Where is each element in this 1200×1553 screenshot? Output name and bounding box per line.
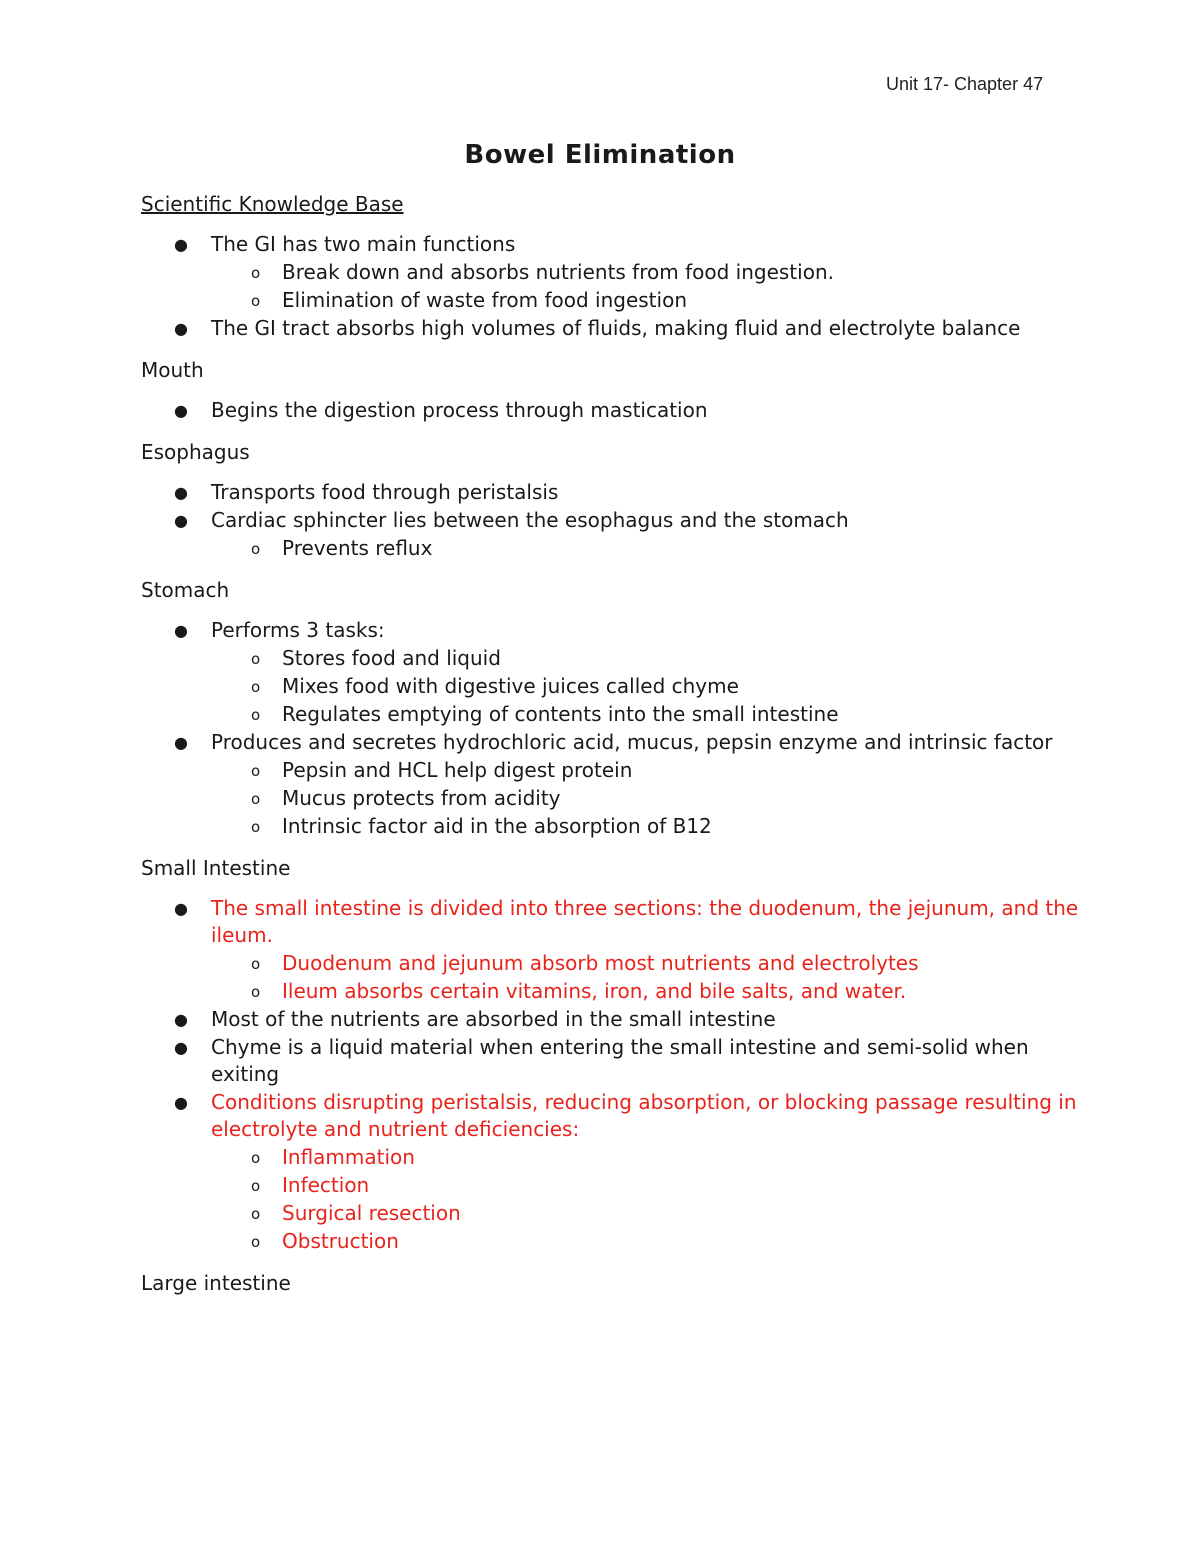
bullet-list xyxy=(141,231,1081,342)
bullet-icon: ● xyxy=(174,483,188,502)
bullet-list xyxy=(141,895,1081,1255)
bullet-text: Performs 3 tasks: xyxy=(211,618,385,642)
circle-bullet-icon: o xyxy=(251,1149,261,1167)
bullet-text: Conditions disrupting peristalsis, reducing absorption, or blocking passage resulting in electrolyte and nutrient deficiencies: xyxy=(211,1090,1077,1141)
sub-bullet-item xyxy=(141,812,1081,840)
bullet-text: The GI has two main functions xyxy=(211,232,516,256)
circle-bullet-icon: o xyxy=(251,1177,261,1195)
bullet-icon: ● xyxy=(174,621,188,640)
sub-bullet-item xyxy=(141,644,1081,672)
circle-bullet-icon: o xyxy=(251,983,261,1001)
sub-bullet-item xyxy=(141,1143,1081,1171)
sub-bullet-item xyxy=(141,258,1081,286)
sub-bullet-item xyxy=(141,534,1081,562)
page-header: Unit 17- Chapter 47 xyxy=(886,74,1044,94)
sub-bullet-item xyxy=(141,977,1081,1005)
circle-bullet-icon: o xyxy=(251,1233,261,1251)
bullet-item xyxy=(141,895,1081,1005)
bullet-icon: ● xyxy=(174,319,188,338)
bullet-icon: ● xyxy=(174,401,188,420)
sub-bullet-item xyxy=(141,1199,1081,1227)
sub-bullet-item xyxy=(141,286,1081,314)
bullet-item xyxy=(141,231,1081,314)
bullet-text: The small intestine is divided into three sections: the duodenum, the jejunum, and the ileum. xyxy=(211,896,1079,947)
bullet-text: Cardiac sphincter lies between the esophagus and the stomach xyxy=(211,508,849,532)
bullet-item xyxy=(141,507,1081,562)
circle-bullet-icon: o xyxy=(251,678,261,696)
bullet-icon: ● xyxy=(174,899,188,918)
sub-bullet-text: Elimination of waste from food ingestion xyxy=(282,288,687,312)
sub-bullet-text: Mucus protects from acidity xyxy=(282,786,561,810)
section-heading: Stomach xyxy=(141,578,230,602)
bullet-item xyxy=(141,1089,1081,1255)
bullet-text: Begins the digestion process through mastication xyxy=(211,398,708,422)
sub-bullet-text: Inflammation xyxy=(282,1145,415,1169)
bullet-text: Produces and secretes hydrochloric acid, mucus, pepsin enzyme and intrinsic factor xyxy=(211,730,1053,754)
bullet-item xyxy=(141,315,1081,342)
bullet-item xyxy=(141,729,1081,840)
bullet-item xyxy=(141,617,1081,728)
sub-bullet-list xyxy=(211,644,1081,728)
sub-bullet-text: Stores food and liquid xyxy=(282,646,501,670)
sub-bullet-list xyxy=(211,949,1081,1005)
circle-bullet-icon: o xyxy=(251,264,261,282)
bullet-list xyxy=(141,617,1081,840)
bullet-icon: ● xyxy=(174,733,188,752)
sub-bullet-text: Mixes food with digestive juices called chyme xyxy=(282,674,739,698)
bullet-item xyxy=(141,1006,1081,1033)
circle-bullet-icon: o xyxy=(251,650,261,668)
bullet-text: Most of the nutrients are absorbed in the small intestine xyxy=(211,1007,776,1031)
sub-bullet-list xyxy=(211,258,1081,314)
sub-bullet-text: Infection xyxy=(282,1173,370,1197)
document-body xyxy=(141,191,1081,1297)
circle-bullet-icon: o xyxy=(251,292,261,310)
sub-bullet-item xyxy=(141,700,1081,728)
section-heading: Esophagus xyxy=(141,440,250,464)
circle-bullet-icon: o xyxy=(251,818,261,836)
section-heading: Scientific Knowledge Base xyxy=(141,192,404,216)
sub-bullet-item xyxy=(141,1171,1081,1199)
bullet-text: Chyme is a liquid material when entering the small intestine and semi-solid when exiting xyxy=(211,1035,1029,1086)
sub-bullet-text: Duodenum and jejunum absorb most nutrients and electrolytes xyxy=(282,951,919,975)
bullet-icon: ● xyxy=(174,235,188,254)
sub-bullet-list xyxy=(211,756,1081,840)
bullet-list xyxy=(141,397,1081,424)
circle-bullet-icon: o xyxy=(251,762,261,780)
section-heading: Small Intestine xyxy=(141,856,291,880)
sub-bullet-text: Obstruction xyxy=(282,1229,399,1253)
circle-bullet-icon: o xyxy=(251,706,261,724)
sub-bullet-text: Prevents reflux xyxy=(282,536,433,560)
sub-bullet-text: Pepsin and HCL help digest protein xyxy=(282,758,633,782)
sub-bullet-text: Break down and absorbs nutrients from food ingestion. xyxy=(282,260,834,284)
sub-bullet-text: Intrinsic factor aid in the absorption of B12 xyxy=(282,814,712,838)
section-heading: Mouth xyxy=(141,358,204,382)
sub-bullet-list xyxy=(211,1143,1081,1255)
sub-bullet-text: Surgical resection xyxy=(282,1201,461,1225)
sub-bullet-list xyxy=(211,534,1081,562)
sub-bullet-item xyxy=(141,756,1081,784)
bullet-text: The GI tract absorbs high volumes of fluids, making fluid and electrolyte balance xyxy=(211,316,1021,340)
sub-bullet-item xyxy=(141,672,1081,700)
bullet-item xyxy=(141,397,1081,424)
bullet-icon: ● xyxy=(174,1038,188,1057)
sub-bullet-item xyxy=(141,1227,1081,1255)
sub-bullet-text: Regulates emptying of contents into the small intestine xyxy=(282,702,839,726)
section-heading: Large intestine xyxy=(141,1271,291,1295)
sub-bullet-item xyxy=(141,784,1081,812)
bullet-text: Transports food through peristalsis xyxy=(211,480,559,504)
bullet-list xyxy=(141,479,1081,562)
circle-bullet-icon: o xyxy=(251,790,261,808)
document-title: Bowel Elimination xyxy=(464,140,736,170)
sub-bullet-item xyxy=(141,949,1081,977)
bullet-item xyxy=(141,1034,1081,1088)
circle-bullet-icon: o xyxy=(251,1205,261,1223)
circle-bullet-icon: o xyxy=(251,540,261,558)
bullet-icon: ● xyxy=(174,511,188,530)
bullet-item xyxy=(141,479,1081,506)
circle-bullet-icon: o xyxy=(251,955,261,973)
bullet-icon: ● xyxy=(174,1010,188,1029)
bullet-icon: ● xyxy=(174,1093,188,1112)
sub-bullet-text: Ileum absorbs certain vitamins, iron, and bile salts, and water. xyxy=(282,979,907,1003)
